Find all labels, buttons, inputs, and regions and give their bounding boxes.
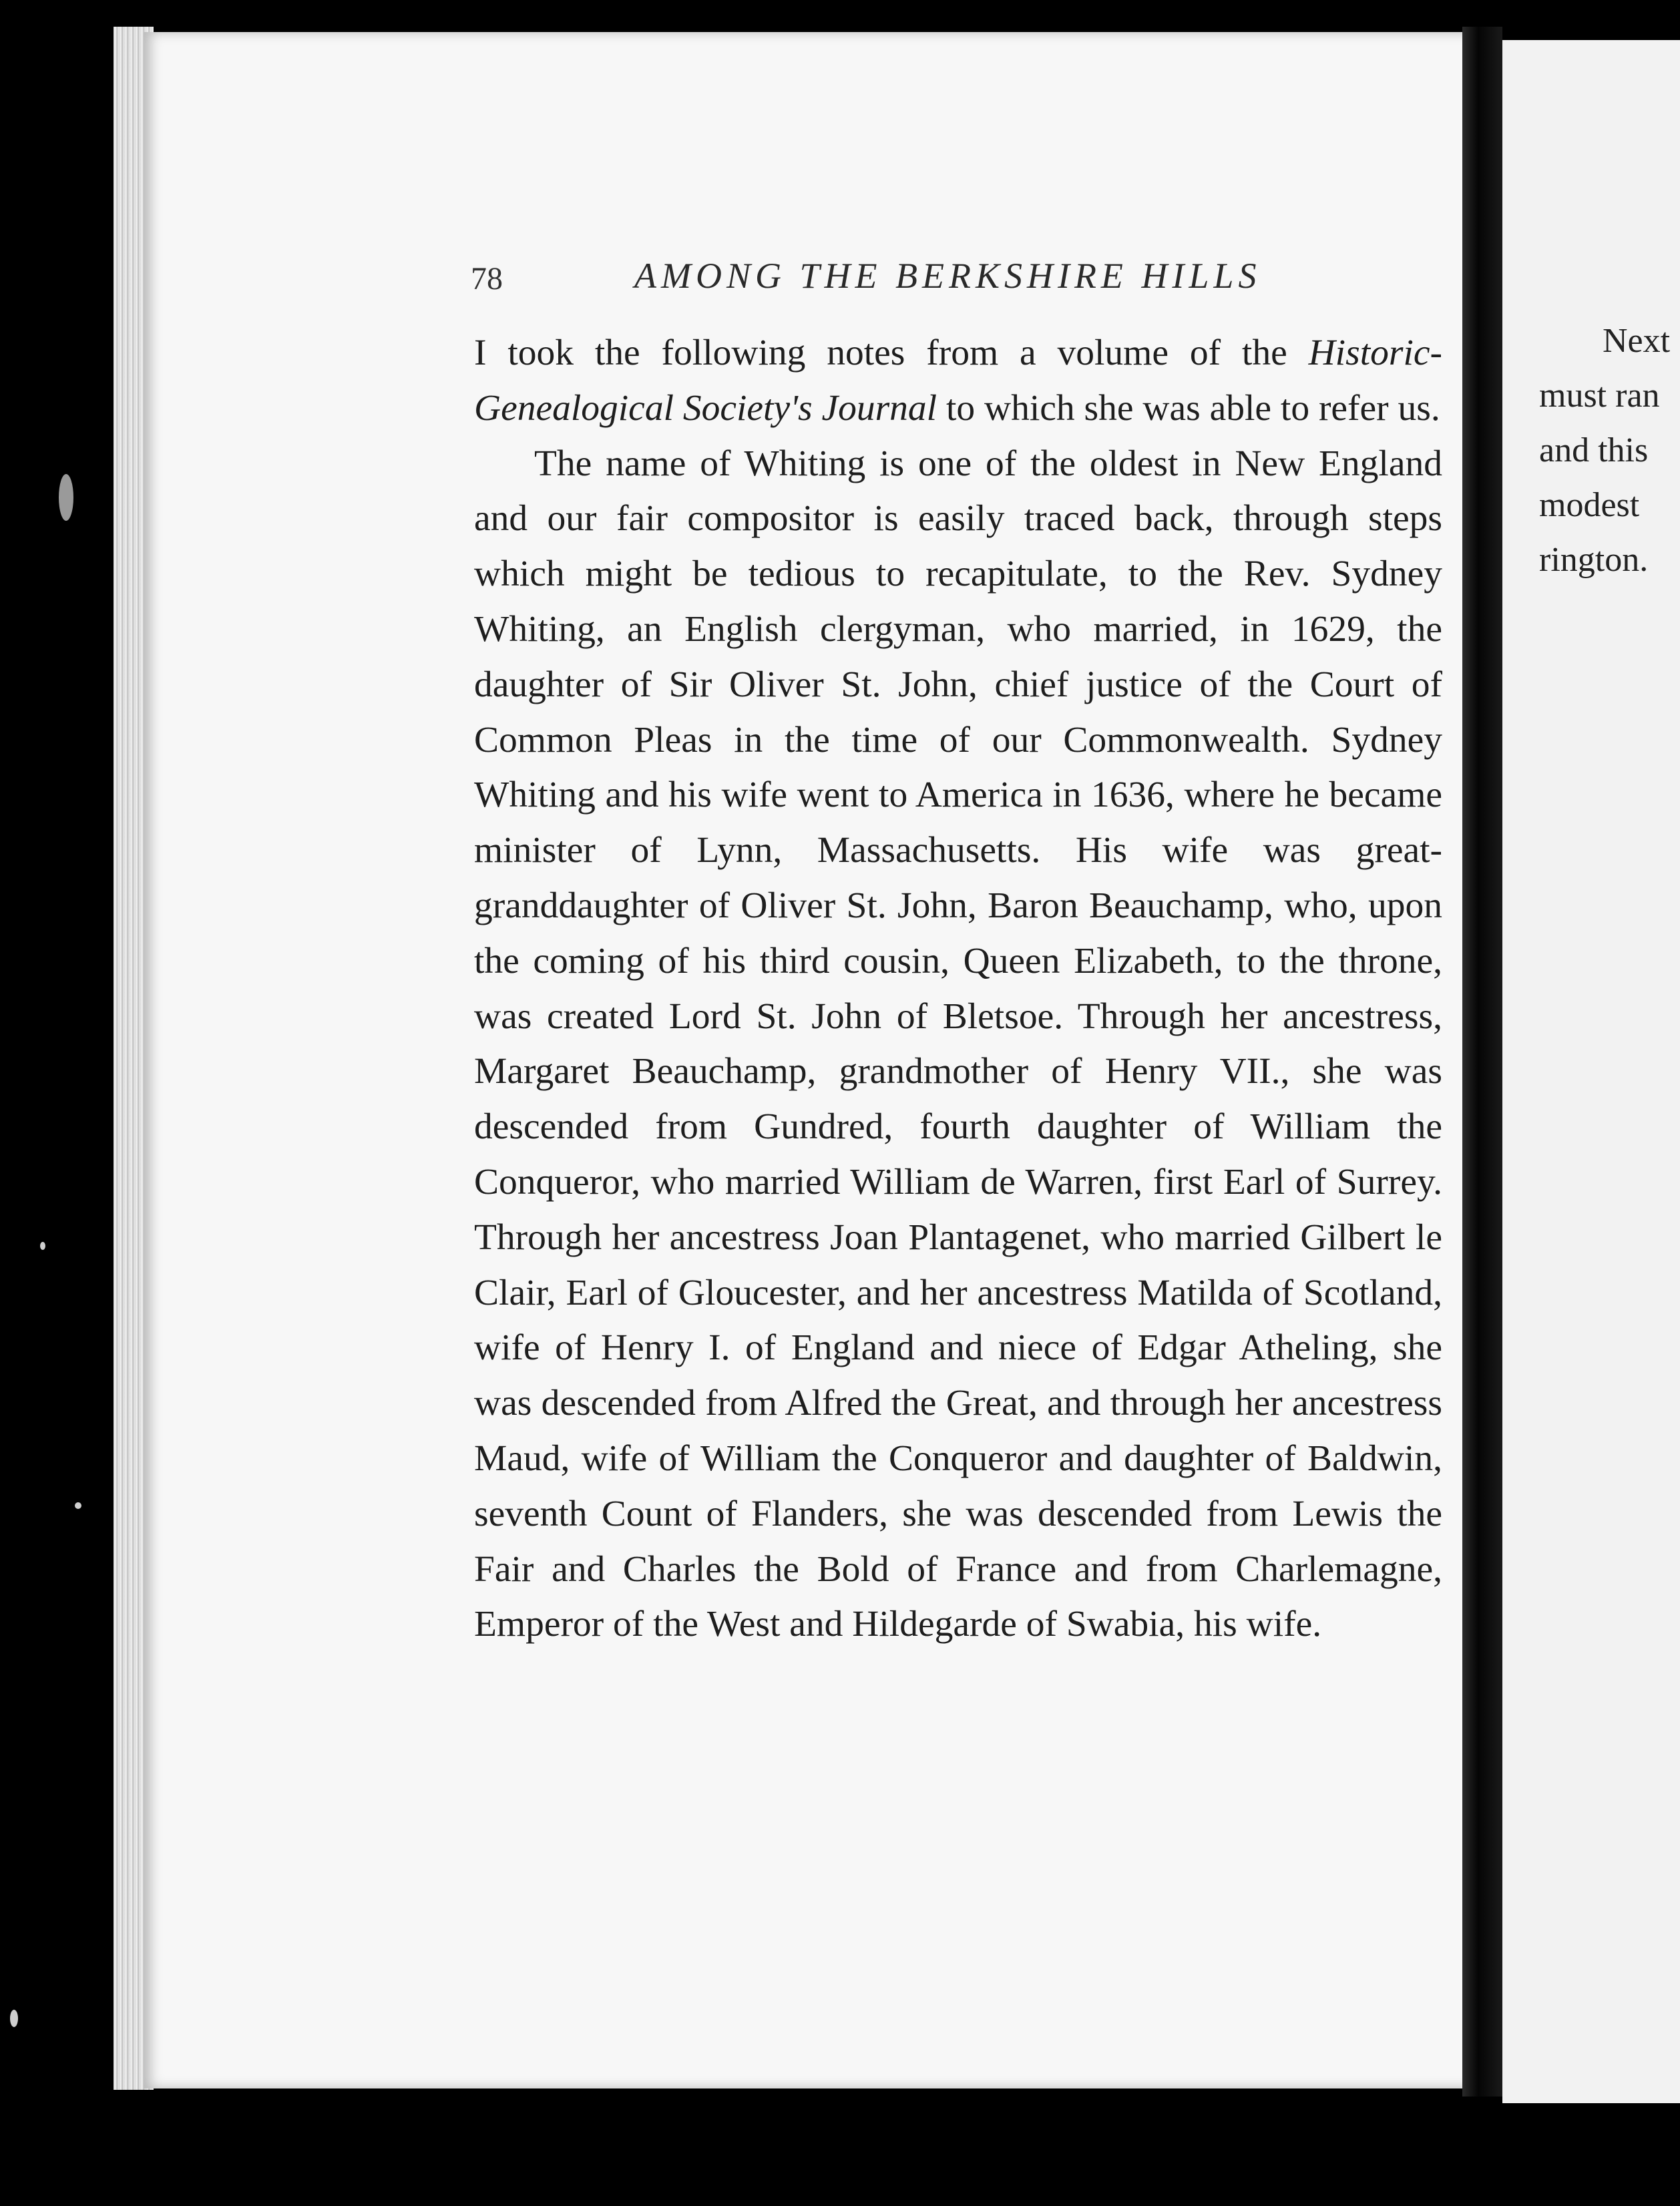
running-title: AMONG THE BERKSHIRE HILLS bbox=[634, 256, 1261, 296]
book-gutter bbox=[1462, 27, 1502, 2097]
facing-page-text bbox=[1539, 314, 1680, 588]
journal-title: Historic-Genealogical Society's Journal bbox=[474, 333, 1442, 429]
facing-line-4: modest bbox=[1539, 486, 1640, 524]
facing-line-3: and this bbox=[1539, 431, 1649, 469]
facing-line-2: must ran bbox=[1539, 377, 1660, 415]
speck bbox=[40, 1242, 45, 1250]
body-text bbox=[474, 326, 1442, 1652]
paragraph-1-text: I took the following notes from a volume of the bbox=[474, 333, 1309, 373]
paragraph-1 bbox=[474, 326, 1442, 437]
page-number: 78 bbox=[471, 261, 503, 296]
facing-line-5: rington. bbox=[1539, 541, 1649, 579]
facing-line-1: Next bbox=[1603, 322, 1671, 360]
speck bbox=[59, 474, 73, 521]
speck bbox=[75, 1502, 81, 1509]
paragraph-2: The name of Whiting is one of the oldest in New England and our fair compositor is easily traced back, through steps which might be tedious to recapitulate, to the Rev. Sydney Whiting, an English clergyman, who married, in 1629, the daughter of Sir Oliver St. John, chief justice of the Court of Common Pleas in the time of our Commonwealth. Sydney Whiting and his wife went to America in 1636, where he became minister of Lynn, Massachusetts. His wife was great-granddaughter of Oliver St. John, Baron Beauchamp, who, upon the coming of his third cousin, Queen Elizabeth, to the throne, was created Lord St. John of Bletsoe. Through her ancestress, Margaret Beauchamp, grandmother of Henry VII., she was descended from Gundred, fourth daughter of William the Conqueror, who married William de Warren, first Earl of Surrey. Through her ancestress Joan Plantagenet, who married Gilbert le Clair, Earl of Gloucester, and her ancestress Matilda of Scotland, wife of Henry I. of England and niece of Edgar Atheling, she was descended from Alfred the Great, and through her ancestress Maud, wife of William the Conqueror and daughter of Baldwin, seventh Count of Flanders, she was descended from Lewis the Fair and Charles the Bold of France and from Charlemagne, Emperor of the West and Hildegarde of Swabia, his wife. bbox=[474, 443, 1442, 1645]
paragraph-1-text-end: to which she was able to refer us. bbox=[937, 387, 1440, 429]
speck bbox=[10, 2010, 18, 2027]
